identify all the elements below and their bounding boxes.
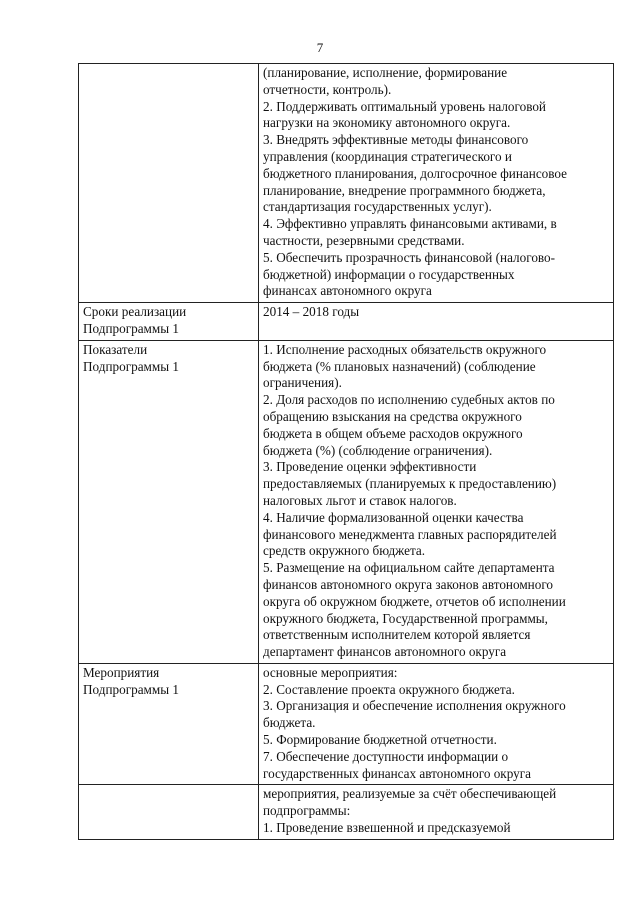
content-line: мероприятия, реализуемые за счёт обеспечивающей xyxy=(263,786,557,802)
content-line: управления (координация стратегического и xyxy=(263,148,512,164)
label-line: Показатели xyxy=(83,341,148,357)
content-line: ответственным исполнителем которой является xyxy=(263,627,531,643)
row-content-cell xyxy=(259,303,614,341)
table-row xyxy=(79,64,614,303)
row-content-cell xyxy=(259,340,614,663)
content-line: основные мероприятия: xyxy=(263,664,398,680)
row-label-cell xyxy=(79,340,259,663)
content-line: 1. Исполнение расходных обязательств окружного xyxy=(263,341,547,357)
row-content-cell xyxy=(259,663,614,785)
content-line: финансового менеджмента главных распорядителей xyxy=(263,526,557,542)
page-number: 7 xyxy=(316,40,324,55)
subprogram-passport-table xyxy=(78,63,614,840)
row-content-cell xyxy=(259,64,614,303)
content-line: округа об окружном бюджете, отчетов об исполнении xyxy=(263,593,566,609)
content-line: стандартизация государственных услуг). xyxy=(263,199,492,215)
label-line: Сроки реализации xyxy=(83,304,187,320)
content-line: 4. Наличие формализованной оценки качества xyxy=(263,509,524,525)
content-line: 2. Составление проекта окружного бюджета. xyxy=(263,681,515,697)
content-line: 5. Размещение на официальном сайте департамента xyxy=(263,560,555,576)
content-line: финансах автономного округа xyxy=(263,283,432,299)
content-line: 2. Поддерживать оптимальный уровень налоговой xyxy=(263,98,546,114)
row-label-cell xyxy=(79,303,259,341)
content-line: нагрузки на экономику автономного округа. xyxy=(263,115,511,131)
content-line: бюджета. xyxy=(263,715,316,731)
content-line: бюджетного планирования, долгосрочное финансовое xyxy=(263,165,568,181)
content-line: финансов автономного округа законов автономного xyxy=(263,576,553,592)
table-row xyxy=(79,785,614,839)
label-line: Подпрограммы 1 xyxy=(83,320,179,336)
content-line: ограничения). xyxy=(263,375,342,391)
content-line: 5. Формирование бюджетной отчетности. xyxy=(263,732,497,748)
row-content-cell xyxy=(259,785,614,839)
content-line: 3. Проведение оценки эффективности xyxy=(263,459,477,475)
content-line: 2. Доля расходов по исполнению судебных актов по xyxy=(263,392,555,408)
table-row xyxy=(79,303,614,341)
label-line: Подпрограммы 1 xyxy=(83,358,179,374)
content-line: планирование, внедрение программного бюджета, xyxy=(263,182,546,198)
content-line: департамент финансов автономного округа xyxy=(263,644,507,660)
content-line: 4. Эффективно управлять финансовыми активами, в xyxy=(263,216,557,232)
content-line: 3. Внедрять эффективные методы финансового xyxy=(263,132,529,148)
content-line: бюджетной) информации о государственных xyxy=(263,266,515,282)
content-line: обращению взыскания на средства окружного xyxy=(263,408,522,424)
content-line: отчетности, контроль). xyxy=(263,81,392,97)
content-line: бюджета (% плановых назначений) (соблюдение xyxy=(263,358,536,374)
content-line: (планирование, исполнение, формирование xyxy=(263,65,508,80)
content-line: налоговых льгот и ставок налогов. xyxy=(263,492,457,508)
label-line: Мероприятия xyxy=(83,664,160,680)
content-line: средств окружного бюджета. xyxy=(263,543,426,559)
content-line: 5. Обеспечить прозрачность финансовой (налогово- xyxy=(263,249,556,265)
table-row xyxy=(79,663,614,785)
content-line: частности, резервными средствами. xyxy=(263,232,465,248)
label-line: Подпрограммы 1 xyxy=(83,681,179,697)
content-line: бюджета (%) (соблюдение ограничения). xyxy=(263,442,493,458)
content-line: 3. Организация и обеспечение исполнения окружного xyxy=(263,698,566,714)
content-line: 7. Обеспечение доступности информации о xyxy=(263,748,509,764)
content-line: бюджета в общем объеме расходов окружного xyxy=(263,425,523,441)
content-line: государственных финансах автономного округа xyxy=(263,765,531,781)
table-row xyxy=(79,340,614,663)
content-line: предоставляемых (планируемых к предоставлению) xyxy=(263,476,557,492)
content-line: подпрограммы: xyxy=(263,803,351,819)
content-line: 1. Проведение взвешенной и предсказуемой xyxy=(263,820,511,836)
row-label-cell xyxy=(79,785,259,839)
content-line: окружного бюджета, Государственной программы, xyxy=(263,610,548,626)
content-line: 2014 – 2018 годы xyxy=(263,304,360,320)
row-label-cell xyxy=(79,663,259,785)
row-label-cell xyxy=(79,64,259,303)
